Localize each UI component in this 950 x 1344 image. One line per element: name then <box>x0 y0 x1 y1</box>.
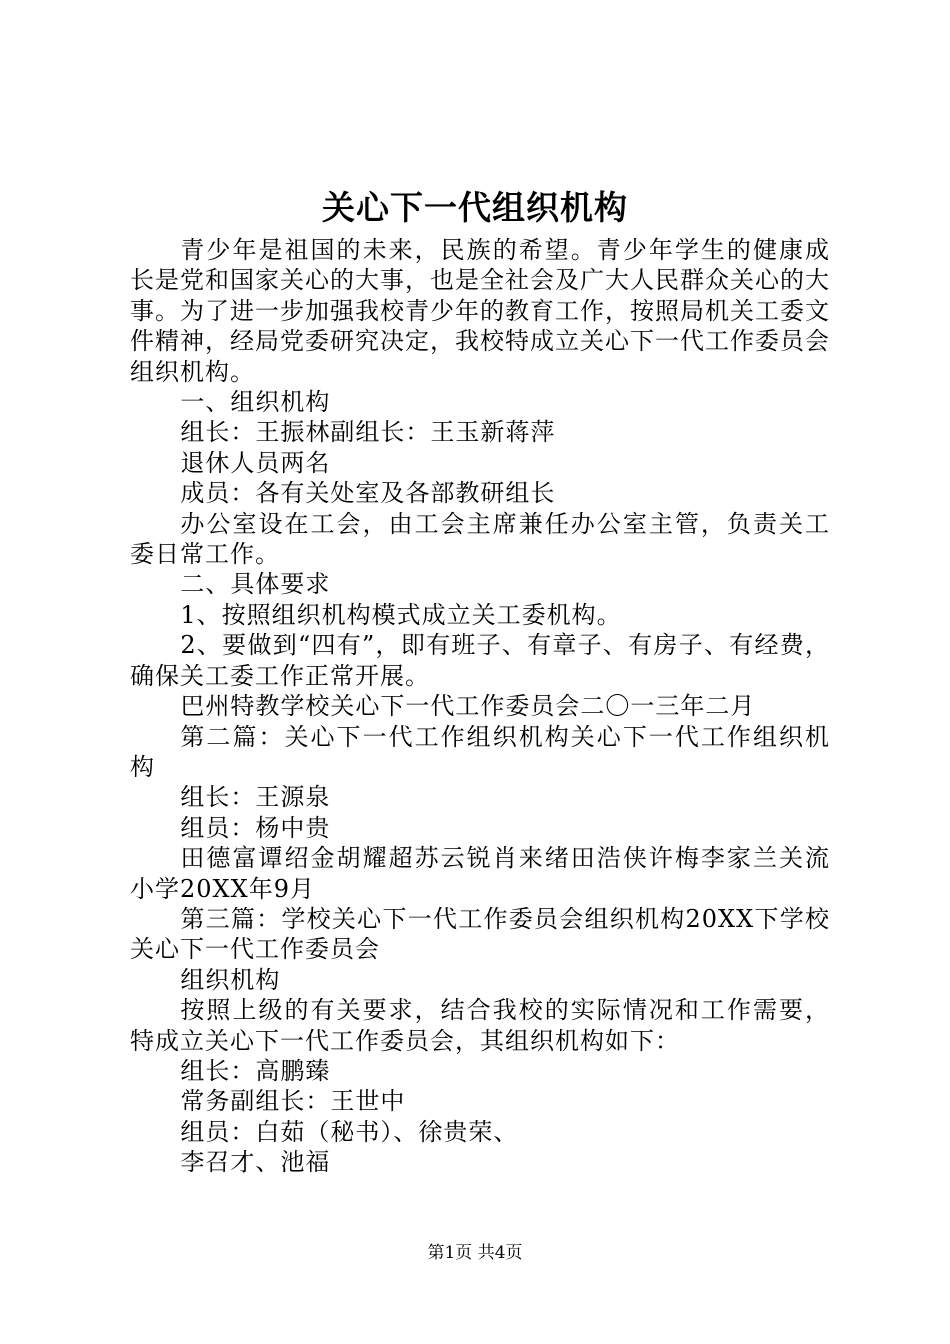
leader-line: 组长：王振林副组长：王玉新蒋萍 <box>180 418 556 447</box>
part-two-member: 组员：杨中贵 <box>180 813 331 842</box>
part-three-members: 组员：白茹（秘书）、徐贵荣、 <box>180 1117 519 1146</box>
retired-staff-line: 退休人员两名 <box>180 448 331 477</box>
part-three-heading: 第三篇：学校关心下一代工作委员会组织机构20XX下学校关心下一代工作委员会 <box>130 904 830 964</box>
intro-paragraph: 青少年是祖国的未来，民族的希望。青少年学生的健康成长是党和国家关心的大事，也是全社会及广大人民群众关心的大事。为了进一步加强我校青少年的教育工作，按照局机关工委文件精神，经局党委研究决定，我校特成立关心下一代工作委员会组织机构。 <box>130 236 830 386</box>
document-body <box>130 235 830 1178</box>
document-title: 关心下一代组织机构 <box>322 188 628 227</box>
part-three-intro: 按照上级的有关要求，结合我校的实际情况和工作需要，特成立关心下一代工作委员会，其组织机构如下： <box>130 996 830 1055</box>
part-three-deputy: 常务副组长：王世中 <box>180 1087 406 1116</box>
requirement-item-2: 2、要做到“四有”，即有班子、有章子、有房子、有经费，确保关工委工作正常开展。 <box>130 631 830 690</box>
office-paragraph: 办公室设在工会，由工会主席兼任办公室主管，负责关工委日常工作。 <box>130 509 830 569</box>
part-two-member-list: 田德富谭绍金胡耀超苏云锐肖来绪田浩侠许梅李家兰关流小学20XX年9月 <box>130 844 830 903</box>
part-three-members-cont: 李召才、池福 <box>180 1148 331 1177</box>
part-two-leader: 组长：王源泉 <box>180 783 331 812</box>
section-heading-organization: 一、组织机构 <box>180 388 331 417</box>
part-three-leader: 组长：高鹏臻 <box>180 1056 331 1085</box>
page-footer: 第1页 共4页 <box>427 1243 523 1263</box>
part-two-heading: 第二篇：关心下一代工作组织机构关心下一代工作组织机构 <box>130 722 830 781</box>
section-heading-requirements: 二、具体要求 <box>180 570 331 599</box>
part-three-subheading: 组织机构 <box>180 965 281 994</box>
signature-line: 巴州特教学校关心下一代工作委员会二〇一三年二月 <box>180 692 756 721</box>
requirement-item-1: 1、按照组织机构模式成立关工委机构。 <box>180 600 622 629</box>
members-line: 成员：各有关处室及各部教研组长 <box>180 479 556 508</box>
